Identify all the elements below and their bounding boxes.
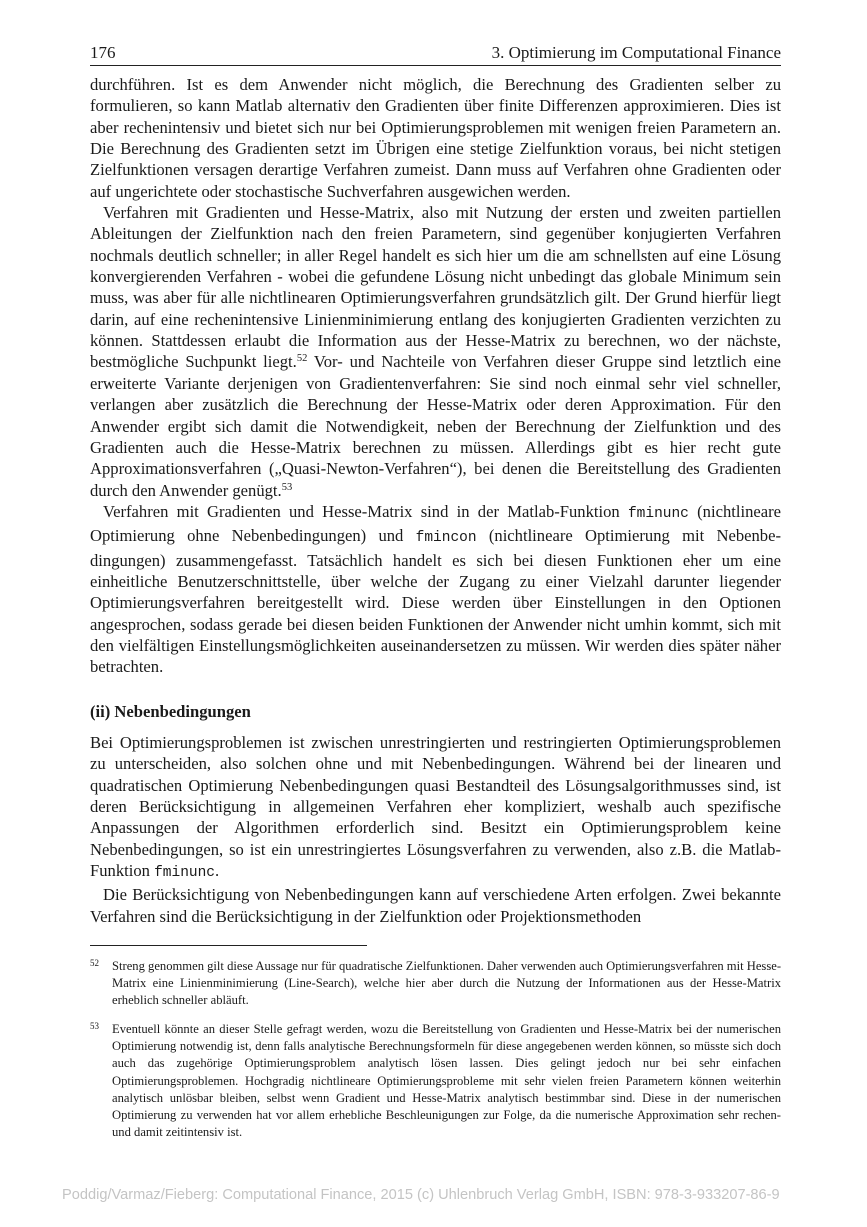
paragraph-5: Die Berücksichtigung von Nebenbedingungen kann auf verschiedene Arten erfolgen. Zwei bekannte Verfahren sind die Berücksichtigung in der Zielfunktion oder Projektionsmethoden: [90, 885, 781, 926]
running-header: [90, 43, 781, 66]
footnote-text: Eventuell könnte an dieser Stelle gefragt werden, wozu die Bereitstellung von Gradienten und Hesse-Matrix bei der numerischen Optimierung notwendig ist, denn falls analytische Berechnungsformeln für diese angegebenen werden können, so müsste sich doch auch das zugehörige Optimierungsproblem analytisch lösen lassen. Dies gelingt jedoch nur bei sehr einfachen Optimierungsproblemen. Hochgradig nichtlineare Optimierungsprobleme mit sehr vielen freien Parametern können weiterhin analytisch unlösbar bleiben, selbst wenn Gradient und Hesse-Matrix analytisch bestimmbar sind. Diese in der numerischen Optimierung zu verwenden hat vor allem erhebliche Beschleunigungen zur Folge, da die numerische Approximation sehr rechen- und damit zeitintensiv ist.: [112, 1022, 781, 1139]
footnote-text: Streng genommen gilt diese Aussage nur für quadratische Zielfunktionen. Daher verwenden auch Optimierungsverfahren mit Hesse-Matrix eine Linienminimierung (Line-Search), welche hier aber durch die Nutzung der Informationen aus der Hesse-Matrix erheblich schneller abläuft.: [112, 959, 782, 1008]
code-fmincon: fmincon: [415, 530, 477, 547]
body-text: [90, 74, 781, 927]
footnote-53: [90, 1021, 781, 1141]
page-number: 176: [90, 43, 116, 62]
footnotes: [90, 958, 781, 1153]
chapter-title: 3. Optimierung im Computational Finance: [491, 43, 781, 62]
code-fminunc: fminunc: [627, 505, 689, 522]
footnote-ref-52[interactable]: 52: [296, 353, 308, 365]
code-fminunc: fminunc: [154, 865, 216, 882]
footnote-number: 53: [90, 1021, 99, 1032]
footnote-52: [90, 958, 781, 1009]
paragraph-4: Bei Optimierungsproblemen ist zwischen unrestringierten und restringierten Optimierungsproblemen zu unterscheiden, also solchen ohne und mit Nebenbedingungen. Während bei der linearen und quadratischen Optimierung Nebenbedingungen quasi Bestandteil des Lösungsalgorithmusses sind, ist deren Berücksichtigung in allgemeinen Verfahren eher kompliziert, weshalb auch spezifische Anpassungen der Algorithmen erforderlich sind. Besitzt ein Optimierungsproblem keine Nebenbedingungen, so ist ein unrestringiertes Lösungsverfahren zu verwenden, also z.B. die Matlab-Funktion fminunc.: [90, 732, 781, 882]
paragraph-2: Verfahren mit Gradienten und Hesse-Matrix, also mit Nutzung der ersten und zweiten partiellen Ableitungen der Zielfunktion nach den freien Parametern, sind gegenüber konjugierten Verfahren nochmals deutlich schneller; in aller Regel handelt es sich hier um die am schnellsten auf eine Lösung konvergierenden Verfahren - wobei die gefundene Lösung nicht unbedingt das globale Minimum sein muss, was aber für alle nichtlinearen Optimierungsverfahren grundsätzlich gilt. Der Grund hierfür liegt darin, auf eine rechenintensive Linienminimierung entlang des konjugierten Gradienten verzichten zu können. Stattdessen erlaubt die Information aus der Hesse-Matrix zu berechnen, wo der nächste, bestmögliche Suchpunkt liegt.$^{52}$ Vor- und Nachteile von Verfahren dieser Gruppe sind letztlich eine erweiterte Variante derjenigen von Gradientenverfahren: Sie sind noch einmal sehr viel schneller, verlangen aber zusätzlich die Berechnung der Hesse-Matrix oder deren Approximation. Für den Anwender ergibt sich damit die Notwendigkeit, neben der Berechnung der Zielfunktion und des Gradienten auch die Hesse-Matrix berechnen zu müssen. Allerdings gibt es hier recht gute Approximationsverfahren („Quasi-Newton-Verfahren“), bei denen die Bereitstellung des Gradienten durch den Anwender genügt.$^{53}$: [90, 203, 781, 500]
footnote-number: 52: [90, 958, 99, 968]
footnote-ref-53[interactable]: 53: [281, 481, 293, 493]
footnote-separator: [90, 945, 367, 946]
paragraph-3: Verfahren mit Gradienten und Hesse-Matrix sind in der Matlab-Funktion fminunc (nichtlineare Optimierung ohne Nebenbedingungen) und fmincon (nichtlineare Optimierung mit Nebenbedingungen) zusammengefasst. Tatsächlich handelt es sich bei diesen Funktionen eher um eine einheitliche Benutzerschnittstelle, über welche der Zugang zu einer Vielzahl darunter liegender Optimierungsverfahren bereitgestellt wird. Diese werden über Einstellungen in den Optionen angesprochen, sodass gerade bei diesen beiden Funktionen der Anwender nicht umhin kommt, sich mit den vielfältigen Einstellungsmöglichkeiten auseinandersetzen zu müssen. Wir werden dies später näher betrachten.: [90, 501, 781, 677]
section-heading: (ii) Nebenbedingungen: [90, 701, 251, 721]
paragraph-1: durchführen. Ist es dem Anwender nicht möglich, die Berechnung des Gradienten selber zu formulieren, so kann Matlab alternativ den Gradienten über finite Differenzen approximieren. Dies ist aber rechenintensiv und bietet sich nur bei Optimierungsproblemen mit wenigen freien Parametern an. Die Berechnung des Gradienten setzt im Übrigen eine stetige Zielfunktion voraus, bei nicht stetigen Zielfunktionen versagen derartige Verfahren zumeist. Dann muss auf Verfahren ohne Gradienten oder auf ungerichtete oder stochastische Suchverfahren ausgewichen werden.: [90, 75, 781, 201]
copyright-watermark: Poddig/Varmaz/Fieberg: Computational Finance, 2015 (c) Uhlenbruch Verlag GmbH, ISBN: 978-3-933207-86-9: [62, 1187, 780, 1203]
